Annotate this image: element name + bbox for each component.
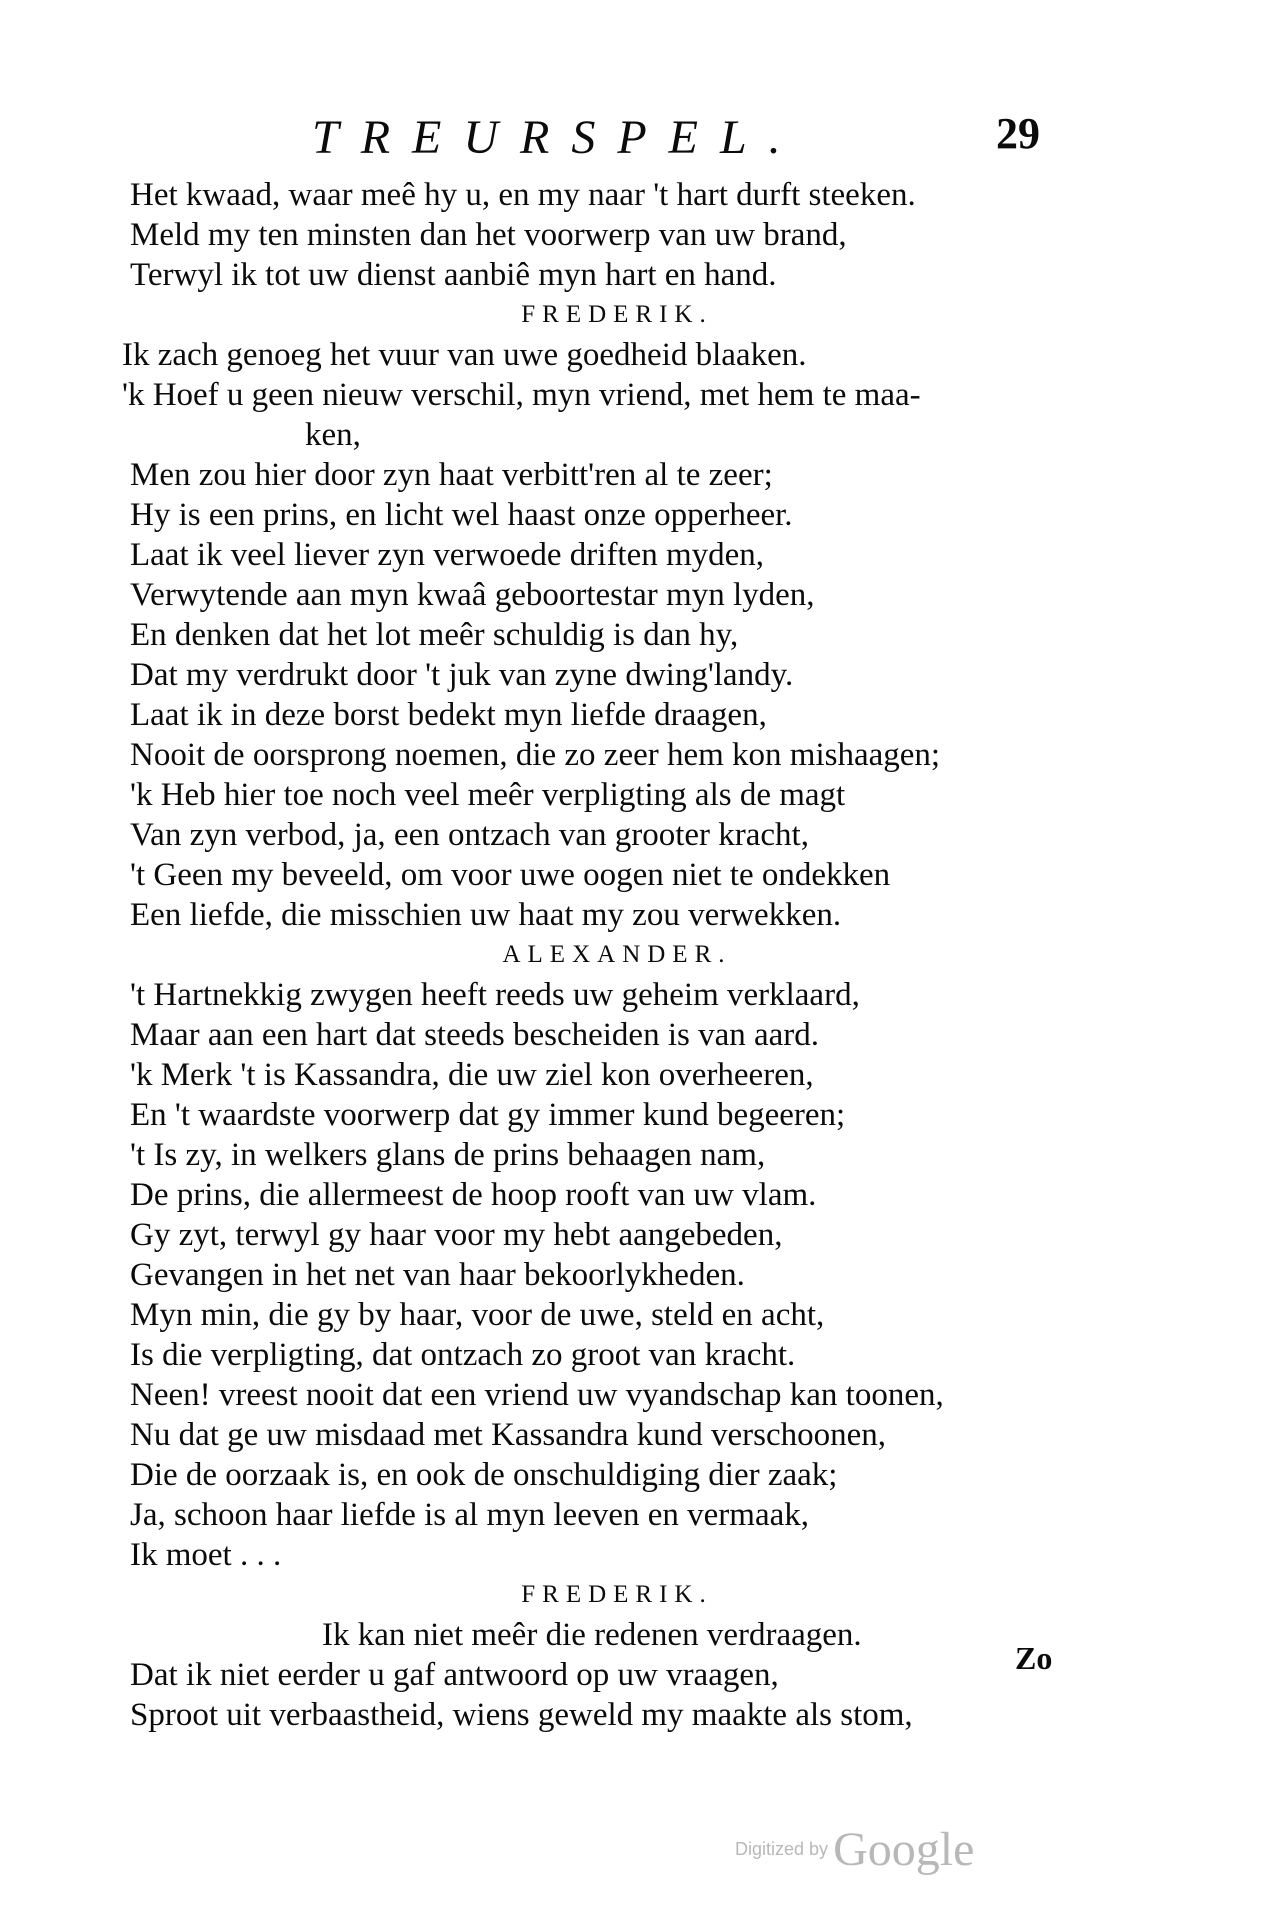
verse-line: 't Is zy, in welkers glans de prins behaagen nam, (130, 1137, 766, 1173)
verse-line: En 't waardste voorwerp dat gy immer kund begeeren; (130, 1097, 846, 1133)
verse-line: Laat ik in deze borst bedekt myn liefde draagen, (130, 697, 767, 733)
verse-line: Van zyn verbod, ja, een ontzach van grooter kracht, (130, 817, 809, 853)
catchword: Zo (1015, 1640, 1053, 1676)
page-header (300, 100, 1060, 170)
speaker-name: FREDERIK. (521, 301, 713, 328)
verse-line: ken, (305, 417, 361, 453)
verse-line: Nu dat ge uw misdaad met Kassandra kund verschoonen, (130, 1417, 887, 1453)
page-number: 29 (996, 109, 1040, 158)
speaker-name: FREDERIK. (521, 1581, 713, 1608)
verse-line: Hy is een prins, en licht wel haast onze opperheer. (130, 497, 793, 533)
verse-line: Neen! vreest nooit dat een vriend uw vyandschap kan toonen, (130, 1377, 944, 1413)
verse-line: Gy zyt, terwyl gy haar voor my hebt aangebeden, (130, 1217, 783, 1253)
verse-line: Verwytende aan myn kwaâ geboortestar myn lyden, (130, 577, 815, 613)
verse-line: Men zou hier door zyn haat verbitt'ren al te zeer; (130, 457, 773, 493)
verse-line: Terwyl ik tot uw dienst aanbiê myn hart en hand. (130, 257, 777, 293)
verse-line: Nooit de oorsprong noemen, die zo zeer hem kon mishaagen; (130, 737, 941, 773)
google-logo: Google (833, 1823, 975, 1876)
verse-line: 'k Hoef u geen nieuw verschil, myn vriend, met hem te maa- (122, 377, 921, 413)
verse-line: 't Hartnekkig zwygen heeft reeds uw geheim verklaard, (130, 977, 860, 1013)
watermark-prefix: Digitized by (735, 1839, 829, 1859)
verse-line: En denken dat het lot meêr schuldig is dan hy, (130, 617, 739, 653)
verse-line: Het kwaad, waar meê hy u, en my naar 't hart durft steeken. (130, 177, 916, 213)
verse-line: 'k Heb hier toe noch veel meêr verpligting als de magt (130, 777, 846, 813)
verse-line: 'k Merk 't is Kassandra, die uw ziel kon overheeren, (130, 1057, 814, 1093)
verse-line: Ik moet . . . (130, 1537, 282, 1573)
verse-line: Ik zach genoeg het vuur van uwe goedheid blaaken. (122, 337, 807, 373)
running-title: TREURSPEL. (312, 111, 803, 164)
verse-text (122, 175, 1082, 1735)
verse-line: Ik kan niet meêr die redenen verdraagen. (322, 1617, 862, 1653)
verse-line: Laat ik veel liever zyn verwoede driften myden, (130, 537, 765, 573)
verse-line: Maar aan een hart dat steeds bescheiden is van aard. (130, 1017, 820, 1053)
verse-line: Sproot uit verbaastheid, wiens geweld my maakte als stom, (130, 1697, 913, 1733)
verse-line: 't Geen my beveeld, om voor uwe oogen niet te ondekken (130, 857, 891, 893)
speaker-name: ALEXANDER. (502, 941, 732, 968)
digitized-watermark (735, 1822, 974, 1877)
verse-line: Die de oorzaak is, en ook de onschuldiging dier zaak; (130, 1457, 838, 1493)
verse-line: Gevangen in het net van haar bekoorlykheden. (130, 1257, 745, 1293)
verse-line: Is die verpligting, dat ontzach zo groot van kracht. (130, 1337, 796, 1373)
verse-line: Meld my ten minsten dan het voorwerp van uw brand, (130, 217, 847, 253)
verse-line: Myn min, die gy by haar, voor de uwe, steld en acht, (130, 1297, 825, 1333)
verse-line: Dat ik niet eerder u gaf antwoord op uw vraagen, (130, 1657, 779, 1693)
verse-line: De prins, die allermeest de hoop rooft van uw vlam. (130, 1177, 817, 1213)
verse-line: Dat my verdrukt door 't juk van zyne dwing'landy. (130, 657, 794, 693)
verse-line: Ja, schoon haar liefde is al myn leeven en vermaak, (130, 1497, 809, 1533)
verse-line: Een liefde, die misschien uw haat my zou verwekken. (130, 897, 842, 933)
